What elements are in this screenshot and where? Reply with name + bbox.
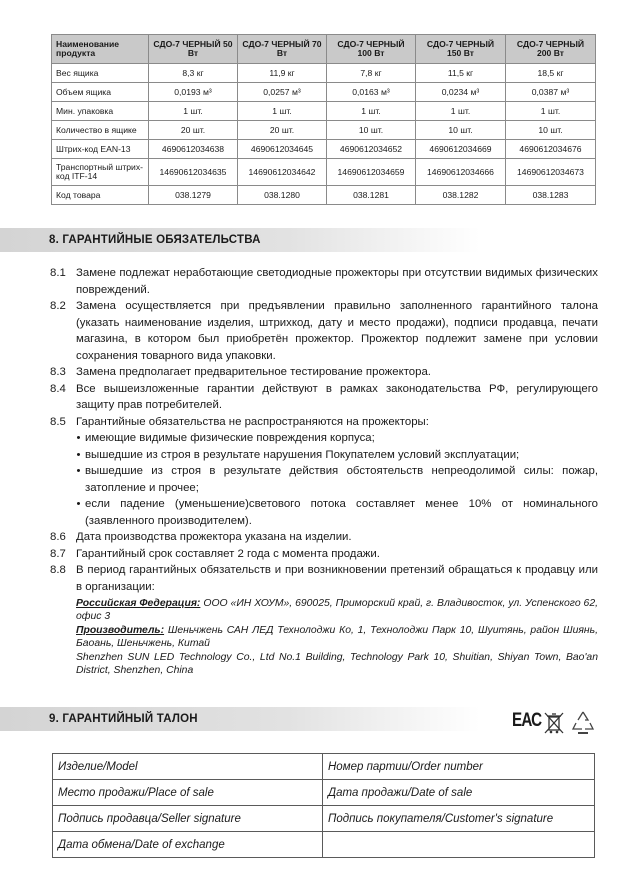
table-cell: 20 шт. [149,121,238,140]
address-text: Шеньчжень САН ЛЕД Технолоджи Ко, 1, Технолоджи Парк 10, Шуитянь, район Шиянь, Баоань, Шеньчжень, Китай [76,624,598,650]
item-number: 8.6 [50,531,66,543]
item-number: 8.2 [50,300,66,312]
table-cell: 1 шт. [238,102,327,121]
item-text: Замена осуществляется при предъявлении правильно заполненного гарантийного талона (указать наименование изделия, штрихкод, дату и место продажи), подписи продавца, печати магазина, в котором был приобретён прожектор. Прожектор подлежит замене при условии сохранения товарного вида упаковки. [76,300,598,362]
table-row [53,780,595,806]
coupon-field[interactable]: Номер партии/Order number [323,754,595,780]
coupon-field[interactable]: Место продажи/Place of sale [53,780,323,806]
bullet-item [72,496,598,529]
exclusions-list [72,430,598,529]
table-cell: 0,0193 м³ [149,83,238,102]
item-number: 8.7 [50,547,66,560]
row-label: Код товара [52,186,149,205]
bullet-item [72,430,598,447]
spec-header-row [52,35,596,64]
list-item [50,562,598,595]
item-text: Дата производства прожектора указана на изделии. [76,531,352,543]
bullet-text: если падение (уменьшение)светового потока составляет менее 10% от номинального (заявленного производителем). [85,498,598,527]
list-item [50,298,598,364]
table-cell: 038.1279 [149,186,238,205]
item-number: 8.3 [50,366,66,378]
table-cell: 038.1282 [416,186,506,205]
row-label: Объем ящика [52,83,149,102]
list-item [50,364,598,381]
bullet-dot: • [76,448,81,461]
table-cell: 20 шт. [238,121,327,140]
table-cell: 0,0163 м³ [327,83,416,102]
address-text: ООО «ИН ХОУМ», 690025, Приморский край, г. Владивосток, ул. Успенского 62, офис 3 [76,598,598,623]
table-cell: 11,5 кг [416,64,506,83]
table-cell: 14690612034659 [327,159,416,186]
spec-header-cell: СДО-7 ЧЕРНЫЙ 200 Вт [506,35,596,64]
table-row [52,83,596,102]
table-row [52,121,596,140]
address-label: Российская Федерация: [76,598,201,609]
item-text: Замена предполагает предварительное тестирование прожектора. [76,366,431,378]
bullet-item [72,447,598,464]
coupon-field[interactable]: Изделие/Model [53,754,323,780]
address-ru [76,597,598,624]
spec-table [51,34,596,205]
table-row [52,159,596,186]
table-cell: 1 шт. [416,102,506,121]
bullet-text: вышедшие из строя в результате действия обстоятельств непреодолимой силы: пожар, затопление и прочее; [85,465,598,494]
table-cell: 038.1281 [327,186,416,205]
section-title: 8. ГАРАНТИЙНЫЕ ОБЯЗАТЕЛЬСТВА [49,234,261,246]
certification-marks [512,708,612,738]
table-cell: 10 шт. [506,121,596,140]
bullet-dot: • [76,465,81,477]
coupon-field-empty[interactable] [323,832,595,858]
item-number: 8.8 [50,564,66,576]
spec-header-cell: СДО-7 ЧЕРНЫЙ 50 Вт [149,35,238,64]
section-9-header [0,707,480,731]
row-label: Транспортный штрих-код ITF-14 [52,159,149,186]
recycle-icon [570,709,596,735]
bullet-text: вышедшие из строя в результате нарушения Покупателем условий эксплуатации; [85,448,520,461]
table-cell: 10 шт. [327,121,416,140]
table-cell: 14690612034673 [506,159,596,186]
address-label: Производитель: [76,624,165,636]
list-item [50,381,598,414]
list-item [50,546,598,563]
item-number: 8.1 [50,267,66,279]
section-title: 9. ГАРАНТИЙНЫЙ ТАЛОН [49,713,198,725]
table-cell: 0,0257 м³ [238,83,327,102]
table-cell: 7,8 кг [327,64,416,83]
table-row [52,140,596,159]
item-number: 8.5 [50,415,66,428]
table-cell: 0,0387 м³ [506,83,596,102]
bullet-dot: • [76,432,81,444]
table-cell: 14690612034635 [149,159,238,186]
eac-mark: ЕАС [512,710,542,731]
table-cell: 14690612034642 [238,159,327,186]
coupon-field[interactable]: Подпись покупателя/Customer's signature [323,806,595,832]
item-number: 8.4 [50,382,66,395]
table-cell: 4690612034645 [238,140,327,159]
table-cell: 0,0234 м³ [416,83,506,102]
spec-header-cell: СДО-7 ЧЕРНЫЙ 150 Вт [416,35,506,64]
coupon-field[interactable]: Дата обмена/Date of exchange [53,832,323,858]
row-label: Штрих-код EAN-13 [52,140,149,159]
address-manufacturer [76,624,598,651]
table-cell: 038.1283 [506,186,596,205]
list-item [50,414,598,431]
row-label: Мин. упаковка [52,102,149,121]
bullet-dot: • [76,498,81,510]
spec-header-cell: СДО-7 ЧЕРНЫЙ 100 Вт [327,35,416,64]
table-cell: 11,9 кг [238,64,327,83]
table-cell: 4690612034638 [149,140,238,159]
coupon-field[interactable]: Подпись продавца/Seller signature [53,806,323,832]
table-cell: 1 шт. [506,102,596,121]
table-row [53,806,595,832]
spec-header-cell: СДО-7 ЧЕРНЫЙ 70 Вт [238,35,327,64]
table-cell: 10 шт. [416,121,506,140]
table-row [52,186,596,205]
table-cell: 038.1280 [238,186,327,205]
table-row [52,102,596,121]
table-cell: 1 шт. [149,102,238,121]
item-text: Гарантийные обязательства не распространяются на прожекторы: [76,415,429,428]
section-8-header [0,228,480,252]
list-item [50,265,598,298]
table-cell: 4690612034652 [327,140,416,159]
table-cell: 4690612034676 [506,140,596,159]
row-label: Количество в ящике [52,121,149,140]
warranty-text [50,265,598,677]
bullet-item [72,463,598,496]
table-cell: 18,5 кг [506,64,596,83]
table-row [52,64,596,83]
coupon-field[interactable]: Дата продажи/Date of sale [323,780,595,806]
item-text: Все вышеизложенные гарантии действуют в рамках законодательства РФ, регулирующего защиту прав потребителей. [76,382,598,411]
address-en: Shenzhen SUN LED Technology Co., Ltd No.1 Building, Technology Park 10, Shuitian, Shiyan Town, Bao'an District, Shenzhen, China [76,651,598,677]
list-item [50,529,598,546]
table-cell: 8,3 кг [149,64,238,83]
item-text: Гарантийный срок составляет 2 года с момента продажи. [76,547,380,560]
row-label: Вес ящика [52,64,149,83]
table-cell: 4690612034669 [416,140,506,159]
item-text: Замене подлежат неработающие светодиодные прожекторы при отсутствии видимых физических повреждений. [76,267,598,296]
spec-header-cell: Наименование продукта [52,35,149,64]
no-trash-icon [542,710,566,736]
table-row [53,832,595,858]
warranty-coupon [52,753,595,858]
table-row [53,754,595,780]
bullet-text: имеющие видимые физические повреждения корпуса; [85,432,375,444]
table-cell: 14690612034666 [416,159,506,186]
item-text: В период гарантийных обязательств и при возникновении претензий обращаться к продавцу или в организации: [76,564,598,593]
table-cell: 1 шт. [327,102,416,121]
